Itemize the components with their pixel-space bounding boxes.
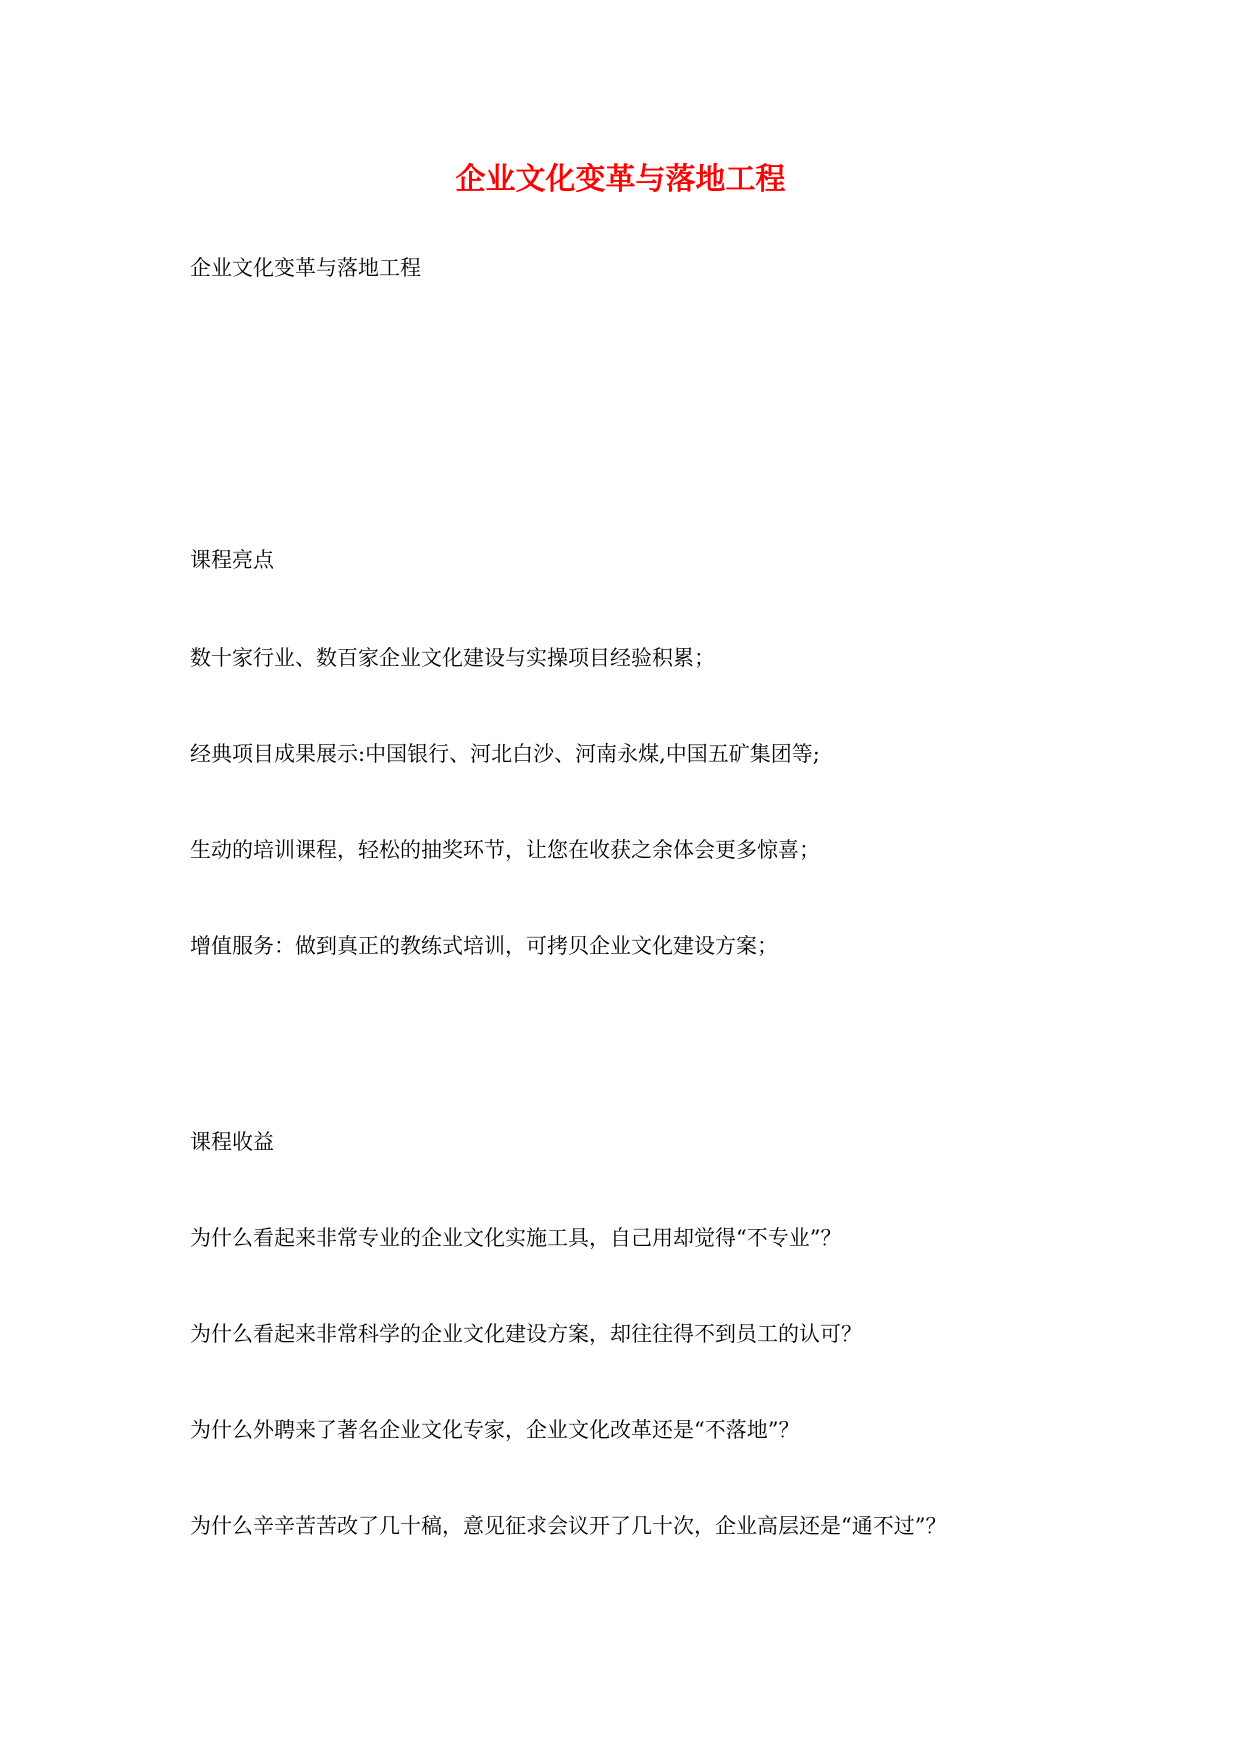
section-heading-benefits: 课程收益 <box>190 1130 274 1154</box>
section-heading-highlights: 课程亮点 <box>190 548 274 572</box>
highlight-item: 数十家行业、数百家企业文化建设与实操项目经验积累； <box>190 646 715 670</box>
benefit-item: 为什么外聘来了著名企业文化专家，企业文化改革还是“不落地”？ <box>190 1418 800 1442</box>
document-subtitle: 企业文化变革与落地工程 <box>190 256 421 280</box>
benefit-item: 为什么看起来非常专业的企业文化实施工具，自己用却觉得“不专业”？ <box>190 1226 842 1250</box>
highlight-item: 增值服务：做到真正的教练式培训，可拷贝企业文化建设方案； <box>190 934 778 958</box>
highlight-item: 经典项目成果展示:中国银行、河北白沙、河南永煤,中国五矿集团等; <box>190 742 820 766</box>
highlight-item: 生动的培训课程，轻松的抽奖环节，让您在收获之余体会更多惊喜； <box>190 838 820 862</box>
benefit-item: 为什么辛辛苦苦改了几十稿，意见征求会议开了几十次，企业高层还是“通不过”？ <box>190 1514 947 1538</box>
document-title: 企业文化变革与落地工程 <box>455 162 786 197</box>
benefit-item: 为什么看起来非常科学的企业文化建设方案，却往往得不到员工的认可？ <box>190 1322 862 1346</box>
